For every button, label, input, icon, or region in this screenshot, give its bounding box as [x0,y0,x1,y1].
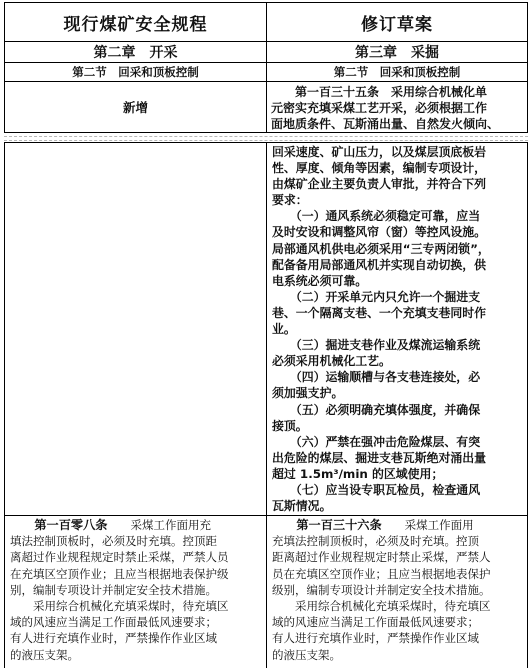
text-line: 回采速度、矿山压力，以及煤层顶底板岩 [272,145,487,159]
page-break-line [4,136,528,137]
item-1-line: （一）通风系统必须稳定可靠，应当 [272,209,481,224]
text-line: 须加强支护。 [272,386,344,401]
article-108-body [10,517,262,663]
left-chapter-heading [4,41,267,63]
left-section-heading [4,62,267,82]
new-label: 新增 [122,100,148,115]
text-line: 采煤工作面用充 [107,518,211,532]
right-section-heading [266,62,528,82]
text-line: 有人进行充填作业时，严禁操作作业区域 [10,631,217,646]
article-135-body [272,144,523,514]
text-line: 局部通风机供电必须采用“三专两闭锁”， [272,241,490,256]
text-line: 域的风速应当满足工作面最低风速要求； [272,615,479,630]
text-line: 在充填区空顶作业；且应当根据地表保护级 [10,566,229,581]
text-line: 电系统必须可靠。 [272,273,368,288]
text-line: 级别，编制专项设计并制定安全技术措施。 [272,582,491,597]
text-line: 必须采用机械化工艺。 [272,354,391,369]
text-line: 采煤工作面用 [381,518,474,532]
article-108-number: 第一百零八条 [34,518,108,532]
item-3-line: （三）掘进支巷作业及煤流运输系统 [272,338,481,353]
text-line: 第一百三十五条 采用综合机械化单 [271,85,488,99]
right-column-title [266,2,528,42]
text-line: 有人进行充填作业时，严禁操作作业区域 [272,631,479,646]
right-article-136 [266,515,528,668]
article-136-body [272,517,523,663]
right-chapter-text: 第三章 采掘 [355,45,439,61]
article-136-first-line [272,517,523,533]
text-line: 离超过作业规程规定时禁止采煤，严禁人员 [10,550,229,565]
text-line: 巷、一个隔离支巷、一个充填支巷同时作 [272,305,487,320]
text-line: 由煤矿企业主要负责人审批，并符合下列 [272,177,487,192]
item-2-line: （二）开采单元内只允许一个掘进支 [272,289,481,304]
article-135-lines-top [271,84,523,132]
article-108-first-line [10,517,262,533]
text-line: 员在充填区空顶作业；且应当根据地表保护 [272,566,491,581]
right-chapter-heading [266,41,528,63]
text-line: 业。 [272,322,296,337]
page-break-line [4,140,528,141]
text-line: 元密实充填采煤工艺开采，必须根据工作 [271,101,488,115]
text-line: 要求： [272,193,308,208]
item-6-line: （六）严禁在强冲击危险煤层、有突 [272,434,481,449]
left-chapter-text: 第二章 开采 [93,45,178,61]
text-line: 超过 1.5m³/min 的区域使用； [272,466,444,481]
right-section-text: 第二节 回采和顶板控制 [333,65,461,79]
left-title-text: 现行煤矿安全规程 [63,14,208,35]
text-line: 充填法控制顶板时，必须及时充填。控顶 [272,534,479,549]
item-4-line: （四）运输顺槽与各支巷连接处，必 [272,370,481,385]
text-line: 及时安设和调整风帘（窗）等控风设施。 [272,225,487,240]
text-line: 填法控制顶板时，必须及时充填。控顶距 [10,534,217,549]
text-line: 配备备用局部通风机并实现自动切换，供 [272,257,487,272]
item-5-line: （五）必须明确充填体强度，并确保 [272,402,481,417]
text-line: 瓦斯情况。 [272,499,332,514]
left-empty-cell [4,142,267,516]
text-line: 的液压支架。 [272,647,341,662]
text-line: 采用综合机械化充填采煤时，待充填区 [10,599,229,614]
left-new-label-cell [4,81,267,133]
article-136-number: 第一百三十六条 [296,518,382,532]
text-line: 接顶。 [272,418,308,433]
left-article-108 [4,515,267,668]
right-title-text: 修订草案 [361,14,433,35]
text-line: 面地质条件、瓦斯涌出量、自然发火倾向、 [271,117,500,131]
item-7-line: （七）应当设专职瓦检员，检查通风 [272,482,481,497]
right-article-135-start [266,81,528,133]
text-line: 性、厚度、倾角等因素，编制专项设计， [272,161,487,176]
text-line: 距离超过作业规程规定时禁止采煤，严禁人 [272,550,491,565]
text-line: 的液压支架。 [10,647,79,662]
right-article-135-continued [266,142,528,516]
text-line: 采用综合机械化充填采煤时，待充填区 [272,599,491,614]
text-line: 域的风速应当满足工作面最低风速要求； [10,615,217,630]
text-line: 出危险的煤层、掘进支巷瓦斯绝对涌出量 [272,450,487,465]
text-line: 别，编制专项设计并制定安全技术措施。 [10,582,217,597]
left-section-text: 第二节 回采和顶板控制 [72,65,199,79]
left-column-title [4,2,267,42]
